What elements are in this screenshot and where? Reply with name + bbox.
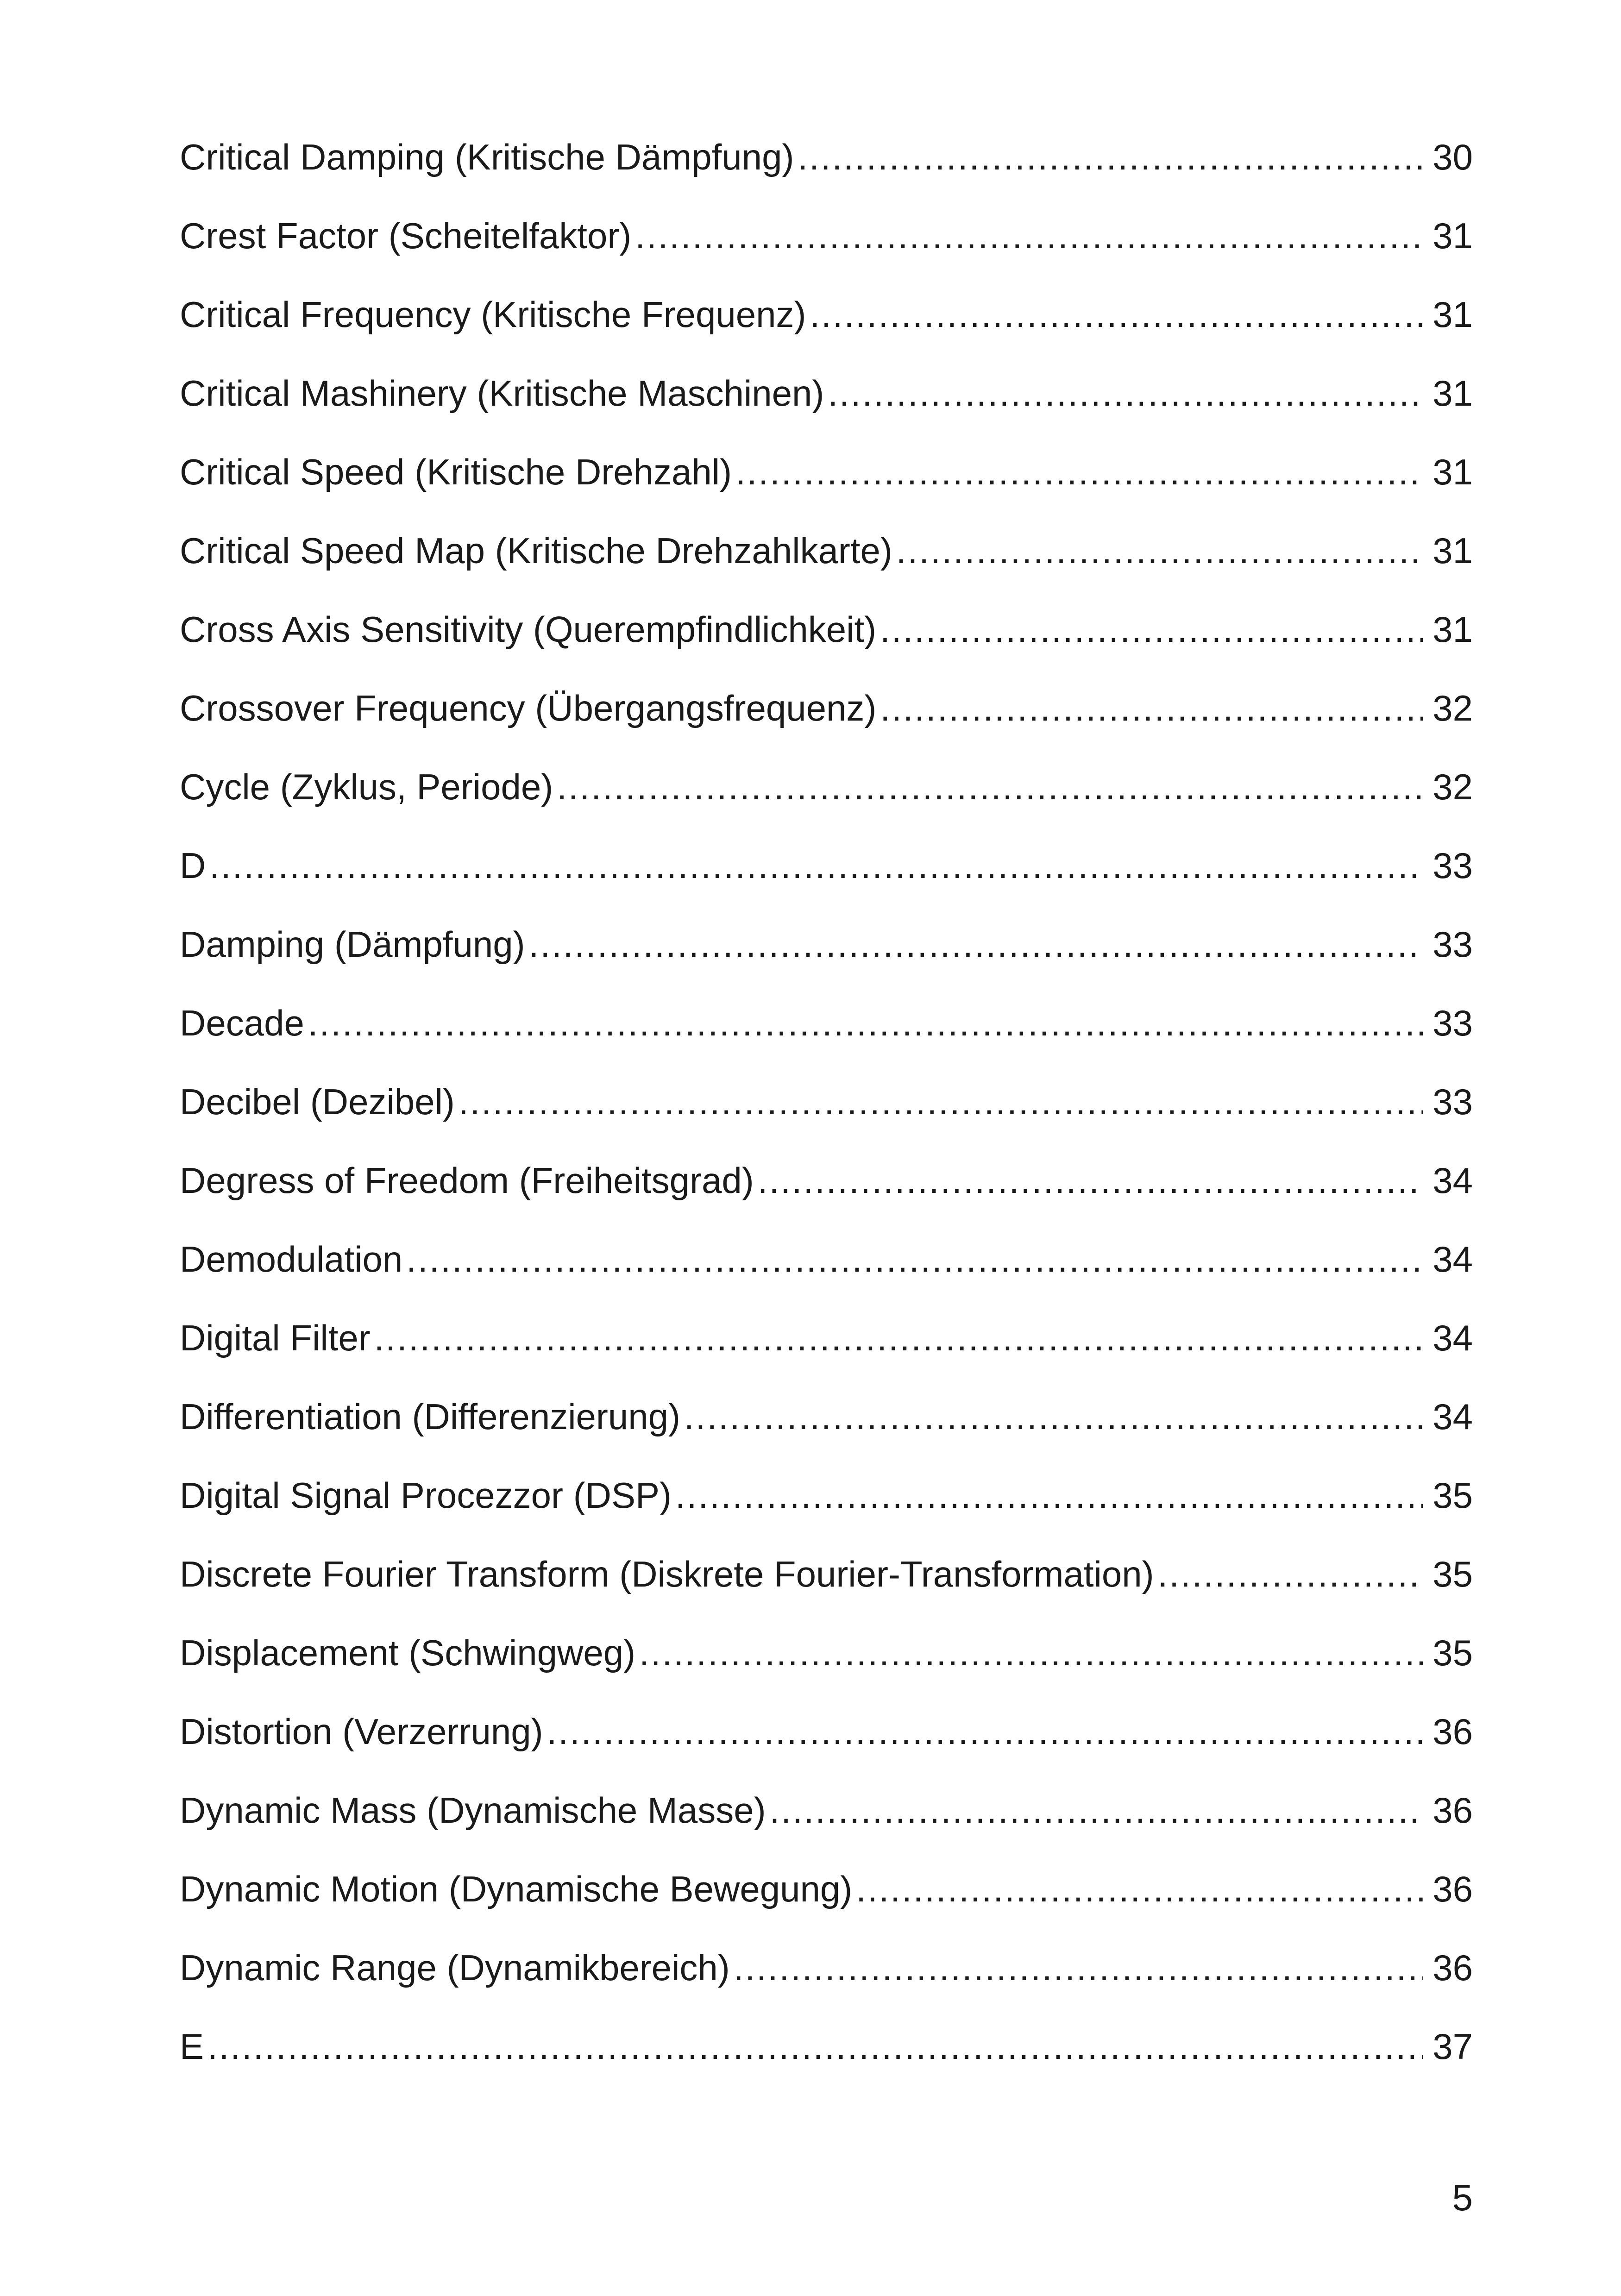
toc-entry[interactable] (180, 1950, 1473, 2028)
toc-entry[interactable] (180, 1320, 1473, 1399)
toc-entry[interactable] (180, 1477, 1473, 1556)
toc-entry[interactable] (180, 847, 1473, 926)
toc-entry[interactable] (180, 533, 1473, 611)
toc-entry-title: D (180, 847, 206, 886)
toc-entry[interactable] (180, 1871, 1473, 1950)
dot-leader (406, 1241, 1423, 1277)
dot-leader (308, 1005, 1423, 1041)
toc-entry-title: Displacement (Schwingweg) (180, 1635, 636, 1673)
toc-entry-page: 30 (1433, 139, 1473, 177)
toc-entry[interactable] (180, 139, 1473, 218)
dot-leader (459, 1084, 1423, 1120)
toc-entry-page: 35 (1433, 1556, 1473, 1594)
toc-entry-page: 33 (1433, 926, 1473, 965)
toc-entry-page: 34 (1433, 1399, 1473, 1437)
dot-leader (880, 611, 1423, 647)
toc-entry-title: Crest Factor (Scheitelfaktor) (180, 218, 632, 256)
toc-entry-page: 32 (1433, 690, 1473, 728)
toc-entry-title: Decibel (Dezibel) (180, 1084, 455, 1122)
toc-entry-title: E (180, 2028, 204, 2067)
toc-entry-page: 31 (1433, 296, 1473, 335)
toc-entry-page: 33 (1433, 1005, 1473, 1043)
toc-entry-title: Discrete Fourier Transform (Diskrete Fourier-Transformation) (180, 1556, 1154, 1594)
dot-leader (684, 1399, 1423, 1435)
dot-leader (547, 1713, 1423, 1750)
dot-leader (734, 1950, 1423, 1986)
toc-entry[interactable] (180, 1792, 1473, 1871)
toc-entry-page: 34 (1433, 1320, 1473, 1358)
toc-entry-page: 36 (1433, 1950, 1473, 1988)
toc-entry-title: Demodulation (180, 1241, 403, 1280)
page-number: 5 (1452, 2177, 1473, 2218)
toc-entry-title: Critical Speed (Kritische Drehzahl) (180, 454, 732, 492)
toc-entry-page: 31 (1433, 611, 1473, 650)
toc-entry-title: Critical Frequency (Kritische Frequenz) (180, 296, 806, 335)
toc-entry-page: 35 (1433, 1635, 1473, 1673)
dot-leader (675, 1477, 1423, 1513)
toc-entry-page: 37 (1433, 2028, 1473, 2067)
toc-entry-title: Digital Signal Procezzor (DSP) (180, 1477, 672, 1516)
dot-leader (1158, 1556, 1423, 1592)
toc-entry[interactable] (180, 2028, 1473, 2107)
toc-entry-page: 31 (1433, 533, 1473, 571)
toc-entry-page: 36 (1433, 1792, 1473, 1831)
toc-entry-title: Dynamic Range (Dynamikbereich) (180, 1950, 730, 1988)
toc-entry[interactable] (180, 611, 1473, 690)
toc-entry[interactable] (180, 218, 1473, 296)
table-of-contents (180, 139, 1473, 2107)
toc-entry-title: Differentiation (Differenzierung) (180, 1399, 680, 1437)
toc-entry[interactable] (180, 1084, 1473, 1162)
toc-entry[interactable] (180, 1241, 1473, 1320)
toc-entry[interactable] (180, 1635, 1473, 1713)
dot-leader (856, 1871, 1423, 1907)
dot-leader (209, 847, 1423, 884)
toc-entry[interactable] (180, 690, 1473, 769)
dot-leader (828, 375, 1423, 411)
toc-entry-page: 31 (1433, 375, 1473, 414)
toc-entry-page: 33 (1433, 847, 1473, 886)
toc-entry-title: Cross Axis Sensitivity (Querempfindlichkeit) (180, 611, 877, 650)
dot-leader (880, 690, 1423, 726)
toc-entry[interactable] (180, 1556, 1473, 1635)
toc-entry-title: Crossover Frequency (Übergangsfrequenz) (180, 690, 877, 728)
toc-entry[interactable] (180, 926, 1473, 1005)
toc-entry-page: 32 (1433, 769, 1473, 807)
toc-entry[interactable] (180, 296, 1473, 375)
toc-entry-title: Digital Filter (180, 1320, 371, 1358)
dot-leader (635, 218, 1423, 254)
toc-entry-title: Cycle (Zyklus, Periode) (180, 769, 553, 807)
toc-entry-page: 36 (1433, 1713, 1473, 1752)
dot-leader (798, 139, 1423, 175)
toc-entry-page: 35 (1433, 1477, 1473, 1516)
toc-entry-title: Decade (180, 1005, 304, 1043)
toc-entry[interactable] (180, 454, 1473, 533)
toc-entry[interactable] (180, 769, 1473, 847)
dot-leader (758, 1162, 1423, 1198)
dot-leader (207, 2028, 1423, 2064)
toc-entry-title: Dynamic Mass (Dynamische Masse) (180, 1792, 766, 1831)
toc-entry-page: 31 (1433, 218, 1473, 256)
toc-entry[interactable] (180, 375, 1473, 454)
toc-entry[interactable] (180, 1399, 1473, 1477)
toc-entry-title: Critical Damping (Kritische Dämpfung) (180, 139, 794, 177)
toc-entry-page: 31 (1433, 454, 1473, 492)
dot-leader (810, 296, 1423, 332)
toc-entry[interactable] (180, 1713, 1473, 1792)
dot-leader (557, 769, 1423, 805)
dot-leader (374, 1320, 1423, 1356)
dot-leader (639, 1635, 1423, 1671)
dot-leader (735, 454, 1423, 490)
toc-entry-page: 36 (1433, 1871, 1473, 1909)
toc-entry[interactable] (180, 1005, 1473, 1084)
toc-entry-title: Damping (Dämpfung) (180, 926, 525, 965)
toc-entry-title: Critical Mashinery (Kritische Maschinen) (180, 375, 824, 414)
dot-leader (770, 1792, 1423, 1828)
toc-entry-title: Dynamic Motion (Dynamische Bewegung) (180, 1871, 853, 1909)
toc-entry-title: Degress of Freedom (Freiheitsgrad) (180, 1162, 754, 1201)
toc-entry-title: Distortion (Verzerrung) (180, 1713, 543, 1752)
toc-entry[interactable] (180, 1162, 1473, 1241)
toc-entry-page: 34 (1433, 1241, 1473, 1280)
toc-entry-page: 33 (1433, 1084, 1473, 1122)
dot-leader (896, 533, 1423, 569)
toc-entry-page: 34 (1433, 1162, 1473, 1201)
dot-leader (529, 926, 1423, 962)
toc-entry-title: Critical Speed Map (Kritische Drehzahlkarte) (180, 533, 892, 571)
